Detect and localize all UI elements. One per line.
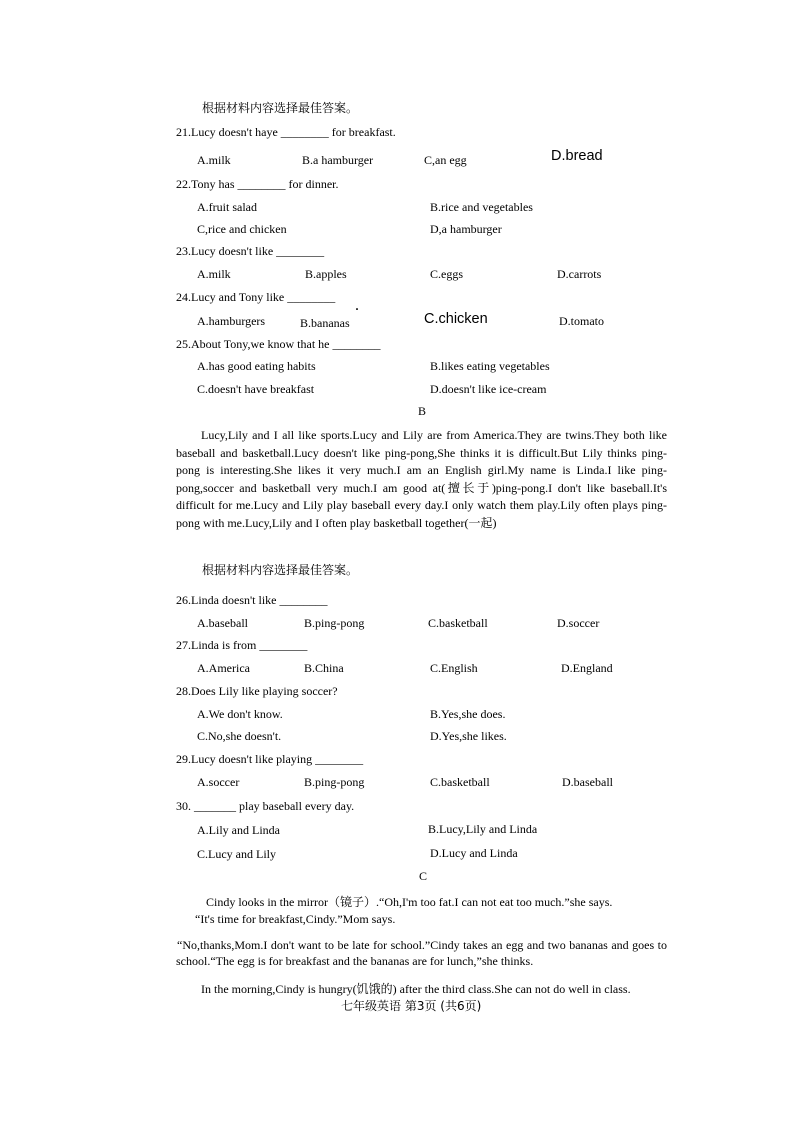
question-30: 30. _______ play baseball every day. bbox=[176, 799, 355, 813]
passage-b bbox=[176, 427, 667, 533]
passage-c-line-2: “It's time for breakfast,Cindy.”Mom says. bbox=[195, 912, 396, 926]
option-29-c: C.basketball bbox=[430, 775, 490, 789]
option-30-b: B.Lucy,Lily and Linda bbox=[428, 822, 538, 836]
option-21-b: B.a hamburger bbox=[302, 153, 374, 167]
question-21: 21.Lucy doesn't haye ________ for breakfast. bbox=[176, 125, 396, 139]
option-28-b: B.Yes,she does. bbox=[430, 707, 506, 721]
option-27-c: C.English bbox=[430, 661, 478, 675]
option-30-c: C.Lucy and Lily bbox=[197, 847, 276, 861]
passage-c-paragraph bbox=[176, 937, 667, 969]
passage-c-line-4: In the morning,Cindy is hungry(饥饿的) after the third class.She can not do well in class. bbox=[201, 982, 631, 996]
option-30-d: D.Lucy and Linda bbox=[430, 846, 518, 860]
section-b-heading: B bbox=[418, 404, 427, 418]
option-30-a: A.Lily and Linda bbox=[197, 823, 280, 837]
option-25-c: C.doesn't have breakfast bbox=[197, 382, 315, 396]
option-25-b: B.likes eating vegetables bbox=[430, 359, 550, 373]
question-23: 23.Lucy doesn't like ________ bbox=[176, 244, 325, 258]
question-29: 29.Lucy doesn't like playing ________ bbox=[176, 752, 364, 766]
option-24-c: C.chicken bbox=[424, 311, 488, 327]
option-26-d: D.soccer bbox=[557, 616, 600, 630]
option-21-d: D.bread bbox=[551, 148, 603, 164]
option-27-d: D.England bbox=[561, 661, 613, 675]
option-26-c: C.basketball bbox=[428, 616, 488, 630]
option-23-b: B.apples bbox=[305, 267, 347, 281]
option-21-a: A.milk bbox=[197, 153, 231, 167]
option-23-c: C.eggs bbox=[430, 267, 463, 281]
option-29-b: B.ping-pong bbox=[304, 775, 365, 789]
option-25-a: A.has good eating habits bbox=[197, 359, 316, 373]
option-28-d: D.Yes,she likes. bbox=[430, 729, 507, 743]
passage-c-text: “No,thanks,Mom.I don't want to be late for school.”Cindy takes an egg and two bananas and goes to school.“The egg is for breakfast and the bananas are for lunch,”she thinks. bbox=[176, 938, 667, 968]
instruction-text: 根据材料内容选择最佳答案。 bbox=[202, 101, 359, 115]
option-24-b: B.bananas bbox=[300, 316, 350, 330]
option-29-a: A.soccer bbox=[197, 775, 240, 789]
stray-dot: · bbox=[355, 302, 360, 316]
question-22: 22.Tony has ________ for dinner. bbox=[176, 177, 339, 191]
option-26-a: A.baseball bbox=[197, 616, 248, 630]
option-24-a: A.hamburgers bbox=[197, 314, 266, 328]
option-22-a: A.fruit salad bbox=[197, 200, 257, 214]
option-24-d: D.tomato bbox=[559, 314, 604, 328]
option-28-c: C.No,she doesn't. bbox=[197, 729, 282, 743]
option-23-a: A.milk bbox=[197, 267, 231, 281]
question-28: 28.Does Lily like playing soccer? bbox=[176, 684, 338, 698]
option-23-d: D.carrots bbox=[557, 267, 602, 281]
passage-b-text: Lucy,Lily and I all like sports.Lucy and Lily are from America.They are twins.They both like baseball and basketball.Lucy doesn't like ping-pong,She thinks it is difficult.But Lily thinks ping-pong is interesting.She likes it very much.I am an English girl.My name is Linda.I like ping-pong,soccer and basketball very much.I am good at(擅长于)ping-pong.I don't like baseball.It's difficult for me.Lucy and Lily play baseball every day.I only watch them play.Lily often plays ping-pong with me.Lucy,Lily and I often play basketball together(一起) bbox=[176, 428, 667, 530]
option-22-b: B.rice and vegetables bbox=[430, 200, 533, 214]
instruction-text-2: 根据材料内容选择最佳答案。 bbox=[202, 563, 359, 577]
option-27-a: A.America bbox=[197, 661, 250, 675]
passage-c-line-1: Cindy looks in the mirror（镜子）.“Oh,I'm too fat.I can not eat too much.”she says. bbox=[206, 895, 613, 909]
option-26-b: B.ping-pong bbox=[304, 616, 365, 630]
option-21-c: C,an egg bbox=[424, 153, 467, 167]
page-footer: 七年级英语 第3页 (共6页) bbox=[341, 999, 482, 1013]
option-22-c: C,rice and chicken bbox=[197, 222, 287, 236]
question-27: 27.Linda is from ________ bbox=[176, 638, 308, 652]
option-22-d: D,a hamburger bbox=[430, 222, 502, 236]
question-25: 25.About Tony,we know that he ________ bbox=[176, 337, 381, 351]
option-28-a: A.We don't know. bbox=[197, 707, 283, 721]
question-24: 24.Lucy and Tony like ________ bbox=[176, 290, 336, 304]
section-c-heading: C bbox=[419, 869, 428, 883]
option-29-d: D.baseball bbox=[562, 775, 613, 789]
option-25-d: D.doesn't like ice-cream bbox=[430, 382, 547, 396]
question-26: 26.Linda doesn't like ________ bbox=[176, 593, 328, 607]
option-27-b: B.China bbox=[304, 661, 344, 675]
